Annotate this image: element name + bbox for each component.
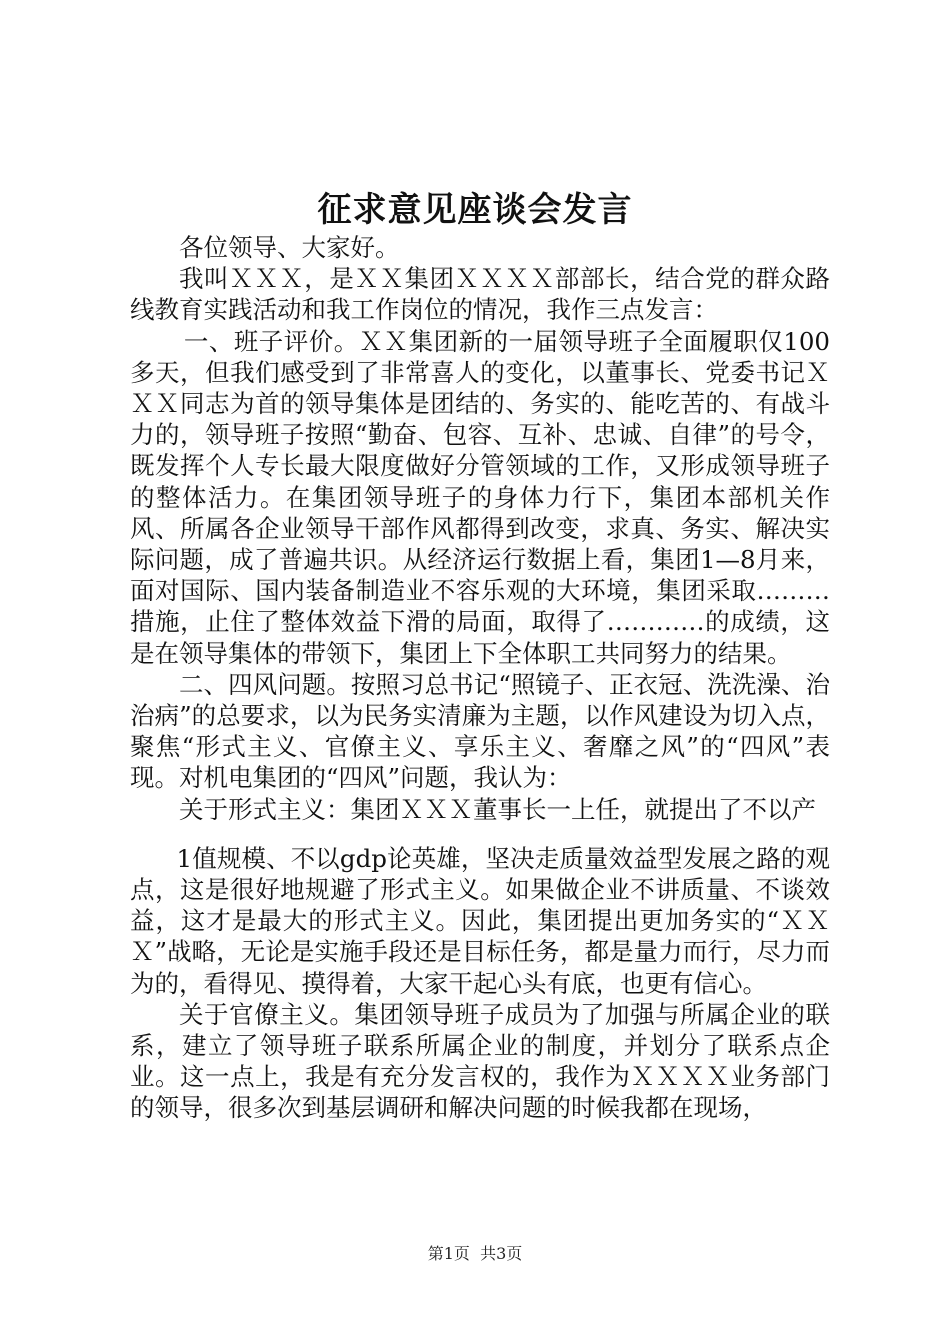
document-body	[130, 232, 830, 1124]
paragraph-four-winds: 二、四风问题。按照习总书记“照镜子、正衣冠、洗洗澡、治治病”的总要求，以为民务实清廉为主题，以作风建设为切入点，聚焦“形式主义、官僚主义、享乐主义、奢靡之风”的“四风”表现。对机电集团的“四风”问题，我认为：	[130, 669, 830, 793]
paragraph-bureaucratism: 关于官僚主义。集团领导班子成员为了加强与所属企业的联系，建立了领导班子联系所属企业的制度，并划分了联系点企业。这一点上，我是有充分发言权的，我作为ＸＸＸＸ业务部门的领导，很多次到基层调研和解决问题的时候我都在现场，	[130, 999, 830, 1123]
document-title: 征求意见座谈会发言	[317, 190, 633, 230]
page-footer	[0, 1242, 950, 1266]
paragraph-team-evaluation: 一、班子评价。ＸＸ集团新的一届领导班子全面履职仅100多天，但我们感受到了非常喜人的变化，以董事长、党委书记ＸＸＸ同志为首的领导集体是团结的、务实的、能吃苦的、有战斗力的，领导班子按照“勤奋、包容、互补、忠诚、自律”的号令，既发挥个人专长最大限度做好分管领域的工作，又形成领导班子的整体活力。在集团领导班子的身体力行下，集团本部机关作风、所属各企业领导干部作风都得到改变，求真、务实、解决实际问题，成了普遍共识。从经济运行数据上看，集团1—8月来，面对国际、国内装备制造业不容乐观的大环境，集团采取………措施，止住了整体效益下滑的局面，取得了…………的成绩，这是在领导集体的带领下，集团上下全体职工共同努力的结果。	[130, 326, 830, 668]
page-number-label: 第1页 共3页	[427, 1244, 523, 1263]
paragraph-greeting: 各位领导、大家好。	[179, 233, 400, 262]
paragraph-formalism-start: 关于形式主义：集团ＸＸＸ董事长一上任，就提出了不以产	[179, 794, 816, 824]
paragraph-introduction: 我叫ＸＸＸ，是ＸＸ集团ＸＸＸＸ部部长，结合党的群众路线教育实践活动和我工作岗位的情况，我作三点发言：	[130, 264, 830, 325]
paragraph-formalism-continued: 1值规模、不以gdp论英雄，坚决走质量效益型发展之路的观点，这是很好地规避了形式主义。如果做企业不讲质量、不谈效益，这才是最大的形式主义。因此，集团提出更加务实的“ＸＸＸ”战略，无论是实施手段还是目标任务，都是量力而行，尽力而为的，看得见、摸得着，大家干起心头有底，也更有信心。	[130, 843, 830, 998]
